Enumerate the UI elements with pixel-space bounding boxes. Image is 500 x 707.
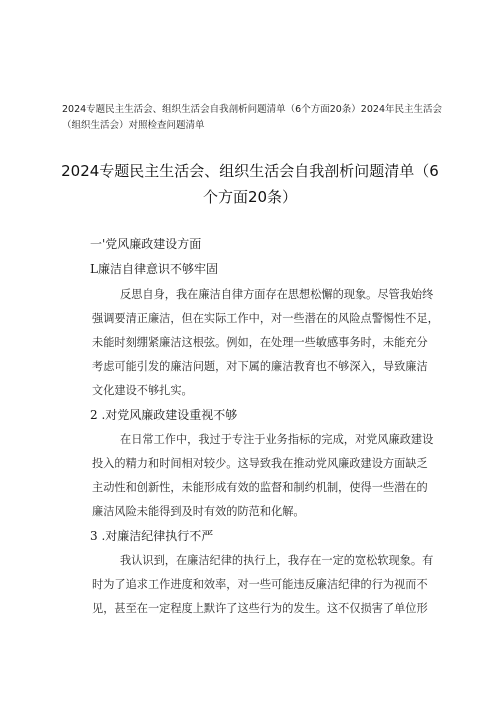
- item-3-line-3: 见，甚至在一定程度上默许了这些行为的发生。这不仅损害了单位形: [92, 602, 428, 615]
- document-title-line-1: 2024专题民主生活会、组织生活会自我剖析问题清单（6: [61, 162, 439, 180]
- item-1-line-3: 未能时刻绷紧廉洁这根弦。例如，在处理一些敏感事务时，未能充分: [92, 336, 428, 349]
- item-heading-2: 2 .对党风廉政建设重视不够: [90, 408, 238, 422]
- item-2-line-1: 在日常工作中，我过于专注于业务指标的完成，对党风廉政建设: [120, 433, 434, 446]
- item-3-line-2: 时为了追求工作进度和效率，对一些可能违反廉洁纪律的行为视而不: [92, 578, 428, 591]
- header-line-2: （组织生活会）对照检查问题清单: [62, 120, 205, 131]
- item-heading-1: L廉洁自律意识不够牢固: [90, 262, 218, 276]
- item-1-line-1: 反思自身，我在廉洁自律方面存在思想松懈的现象。尽管我始终: [120, 288, 434, 301]
- item-2-line-3: 主动性和创新性，未能形成有效的监督和制约机制，使得一些潜在的: [92, 481, 428, 494]
- item-1-line-5: 文化建设不够扎实。: [92, 384, 193, 397]
- item-3-line-1: 我认识到，在廉洁纪律的执行上，我存在一定的宽松软现象。有: [120, 554, 434, 567]
- item-2-line-2: 投入的精力和时间相对较少。这导致我在推动党风廉政建设方面缺乏: [92, 457, 428, 470]
- item-2-line-4: 廉洁风险未能得到及时有效的防范和化解。: [92, 505, 305, 518]
- item-heading-3: 3 .对廉洁纪律执行不严: [90, 529, 214, 543]
- document-title-line-2: 个方面20条）: [202, 188, 298, 206]
- item-1-line-2: 强调要清正廉洁，但在实际工作中，对一些潜在的风险点警惕性不足，: [92, 312, 439, 325]
- item-1-line-4: 考虑可能引发的廉洁问题，对下属的廉洁教育也不够深入，导致廉洁: [92, 360, 428, 373]
- header-line-1: 2024专题民主生活会、组织生活会自我剖析问题清单（6个方面20条）2024年民主生活会: [62, 104, 442, 115]
- section-heading: 一'党风廉政建设方面: [90, 237, 202, 251]
